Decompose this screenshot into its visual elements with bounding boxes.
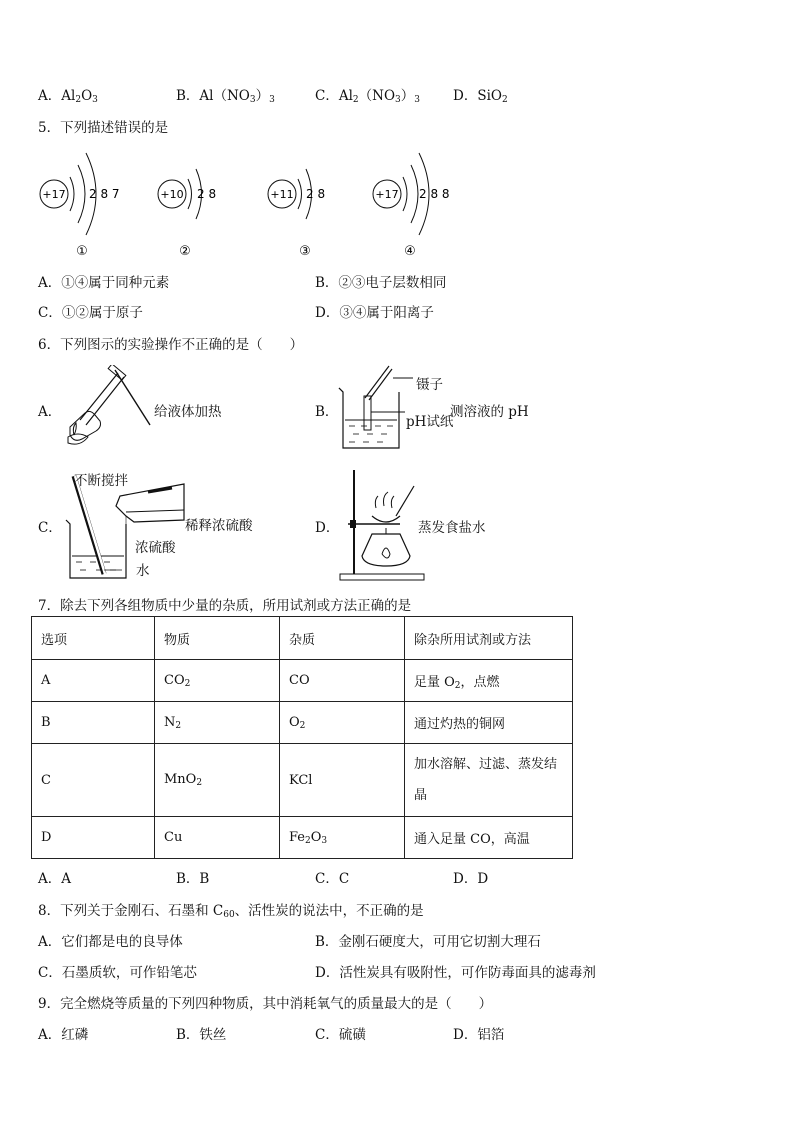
- table-row: [32, 817, 573, 859]
- row-c-option: C: [32, 744, 155, 817]
- q9-option-b: B．铁丝: [176, 1027, 227, 1043]
- atom-4-shells: 2 8 8: [419, 187, 450, 201]
- q6-option-a-letter: A．: [38, 404, 62, 420]
- evaporation-illustration: [338, 466, 428, 582]
- q7-option-d: D．D: [453, 871, 489, 887]
- atom-diagram-2: [158, 169, 216, 259]
- atom-diagram-4: [373, 153, 450, 259]
- row-c-impurity: KCl: [280, 744, 405, 817]
- q6-b-ph-paper-label: pH试纸: [406, 414, 454, 430]
- atom-3-label: ③: [299, 244, 311, 259]
- heating-liquid-illustration: [60, 365, 160, 450]
- q6-c-dilute-label: 稀释浓硫酸: [185, 518, 253, 534]
- q5-option-a: A．①④属于同种元素: [38, 275, 170, 291]
- atom-1-label: ①: [76, 244, 88, 259]
- header-method: 除杂所用试剂或方法: [405, 617, 573, 660]
- atom-4-nucleus: +17: [375, 188, 399, 201]
- header-impurity: 杂质: [280, 617, 405, 660]
- row-d-substance: Cu: [155, 817, 280, 859]
- q4-option-c: C．$Al_2(NO_3)_3$: [315, 88, 420, 105]
- table-row: [32, 660, 573, 702]
- table-header-row: [32, 617, 573, 660]
- q4-option-d: D．SiO$_2$: [453, 88, 508, 105]
- q6-b-tweezers-label: 镊子: [416, 377, 443, 393]
- q6-a-caption: 给液体加热: [154, 404, 222, 420]
- q6-option-d-letter: D．: [315, 520, 340, 536]
- q5-option-b: B．②③电子层数相同: [315, 275, 447, 291]
- q4-option-b: B．$Al(NO_3)_3$: [176, 88, 275, 105]
- q9-option-a: A．红磷: [38, 1027, 89, 1043]
- q9-option-c: C．硫磺: [315, 1027, 366, 1043]
- table-row: [32, 744, 573, 817]
- header-substance: 物质: [155, 617, 280, 660]
- q6-b-caption: 测溶液的 pH: [450, 404, 529, 420]
- atom-3-shells: 2 8: [306, 187, 326, 201]
- row-b-substance: $N_2$: [155, 702, 280, 744]
- atom-diagram-3: [268, 169, 325, 259]
- q6-c-acid-label: 浓硫酸: [135, 540, 176, 556]
- ph-test-illustration: [335, 362, 415, 452]
- atom-1-nucleus: +17: [42, 188, 66, 201]
- q8-stem: 8．下列关于金刚石、石墨和 $C_{60}$、活性炭的说法中，不正确的是: [38, 903, 424, 920]
- row-d-method: 通入足量 CO，高温: [405, 817, 573, 859]
- row-a-impurity: CO: [280, 660, 405, 702]
- row-b-impurity: $O_2$: [280, 702, 405, 744]
- row-b-method: 通过灼热的铜网: [405, 702, 573, 744]
- q7-option-b: B．B: [176, 871, 210, 887]
- q7-table: [31, 616, 573, 859]
- q6-option-c-letter: C．: [38, 520, 62, 536]
- row-d-impurity: $Fe_2O_3$: [280, 817, 405, 859]
- q6-d-caption: 蒸发食盐水: [418, 520, 486, 536]
- row-c-method: 加水溶解、过滤、蒸发结 晶: [405, 744, 573, 817]
- atom-2-nucleus: +10: [160, 188, 184, 201]
- atom-4-label: ④: [404, 244, 416, 259]
- atom-2-shells: 2 8: [197, 187, 217, 201]
- atom-1-shells: 2 8 7: [89, 187, 120, 201]
- atom-structure-diagrams: [30, 145, 470, 263]
- atom-diagram-1: [40, 153, 120, 259]
- row-a-substance: $CO_2$: [155, 660, 280, 702]
- atom-2-label: ②: [179, 244, 191, 259]
- q7-option-a: A．A: [38, 871, 71, 887]
- q4-option-a: A．$Al_2O_3$: [38, 88, 98, 105]
- header-option: 选项: [32, 617, 155, 660]
- q6-option-b-letter: B．: [315, 404, 339, 420]
- table-row: [32, 702, 573, 744]
- q8-option-d: D．活性炭具有吸附性，可作防毒面具的滤毒剂: [315, 965, 596, 981]
- q5-option-d: D．③④属于阳离子: [315, 305, 434, 321]
- q8-option-a: A．它们都是电的良导体: [38, 934, 183, 950]
- row-a-option: A: [32, 660, 155, 702]
- q7-option-c: C．C: [315, 871, 350, 887]
- row-d-option: D: [32, 817, 155, 859]
- q6-c-stir-label: 不断搅拌: [74, 473, 128, 489]
- q8-option-b: B．金刚石硬度大，可用它切割大理石: [315, 934, 541, 950]
- row-b-option: B: [32, 702, 155, 744]
- atom-3-nucleus: +11: [270, 188, 294, 201]
- row-a-method: 足量 $O_2$，点燃: [405, 660, 573, 702]
- q7-stem: 7．除去下列各组物质中少量的杂质，所用试剂或方法正确的是: [38, 598, 412, 614]
- q6-c-water-label: 水: [136, 563, 150, 579]
- q5-option-c: C．①②属于原子: [38, 305, 143, 321]
- row-c-substance: MnO$_2$: [155, 744, 280, 817]
- q9-option-d: D．铝箔: [453, 1027, 505, 1043]
- q6-stem: 6．下列图示的实验操作不正确的是（ ）: [38, 337, 304, 353]
- q5-stem: 5．下列描述错误的是: [38, 120, 169, 136]
- q9-stem: 9．完全燃烧等质量的下列四种物质，其中消耗氧气的质量最大的是（ ）: [38, 996, 493, 1012]
- q8-option-c: C．石墨质软，可作铅笔芯: [38, 965, 197, 981]
